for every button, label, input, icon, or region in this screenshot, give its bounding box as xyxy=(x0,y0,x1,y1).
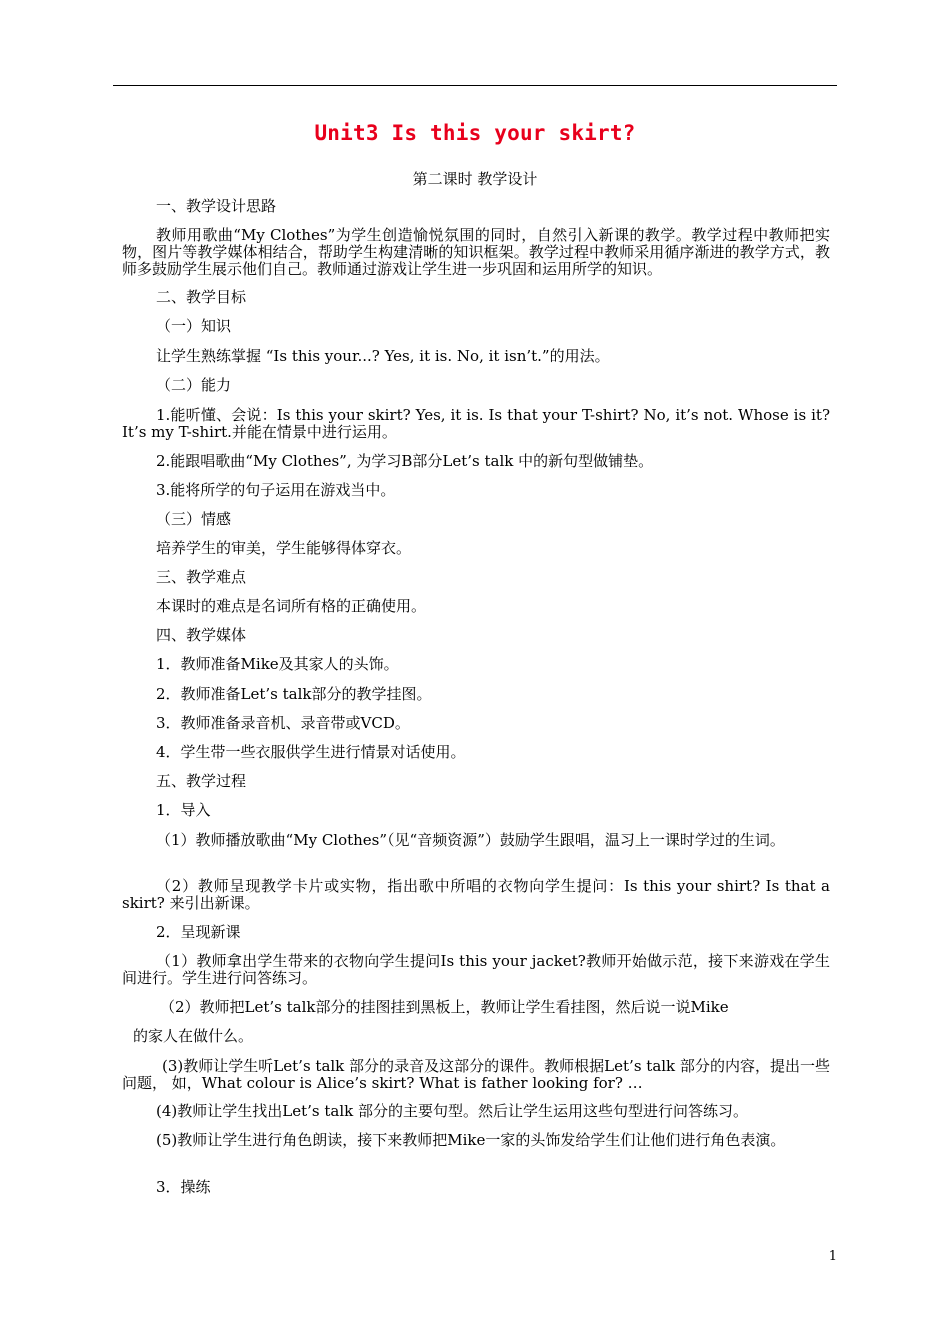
step-2-paragraph-4: (4)教师让学生找出Let’s talk 部分的主要句型。然后让学生运用这些句型进行问答练习。 xyxy=(156,1102,748,1120)
step-1-paragraph-1: （1）教师播放歌曲“My Clothes”（见“音频资源”）鼓励学生跟唱，温习上一课时学过的生词。 xyxy=(156,831,785,849)
ability-item-1: 1.能听懂、会说：Is this your skirt? Yes, it is. Is that your T-shirt? No, it’s not. Whose is it? It’s my T-shirt.并能在情景中进行运用。 xyxy=(122,406,830,441)
document-title: Unit3 Is this your skirt? xyxy=(314,121,636,145)
section-3-body: 本课时的难点是名词所有格的正确使用。 xyxy=(156,597,427,615)
step-2-paragraph-3: (3)教师让学生听Let’s talk 部分的录音及这部分的课件。教师根据Let’s talk 部分的内容，提出一些问题， 如，What colour is Alice’s skirt? What is father looking for? … xyxy=(122,1057,830,1092)
section-heading-1: 一、教学设计思路 xyxy=(156,197,277,215)
emotion-body: 培养学生的审美，学生能够得体穿衣。 xyxy=(156,539,412,557)
step-2-paragraph-5: (5)教师让学生进行角色朗读，接下来教师把Mike一家的头饰发给学生们让他们进行角色表演。 xyxy=(156,1131,786,1149)
page-number: 1 xyxy=(828,1249,837,1264)
ability-item-2: 2.能跟唱歌曲“My Clothes”, 为学习B部分Let’s talk 中的新句型做铺垫。 xyxy=(156,452,654,470)
step-2-paragraph-1: （1）教师拿出学生带来的衣物向学生提问Is this your jacket?教师开始做示范，接下来游戏在学生间进行。学生进行问答练习。 xyxy=(122,952,830,987)
media-item-1: 1．教师准备Mike及其家人的头饰。 xyxy=(156,655,399,673)
header-rule xyxy=(113,85,837,86)
subheading-knowledge: （一）知识 xyxy=(156,317,232,335)
step-1-paragraph-2: （2）教师呈现教学卡片或实物，指出歌中所唱的衣物向学生提问：Is this your shirt? Is that a skirt? 来引出新课。 xyxy=(122,877,830,912)
step-2-paragraph-2-line-1: （2）教师把Let’s talk部分的挂图挂到黑板上，教师让学生看挂图，然后说一说Mike xyxy=(160,998,729,1016)
section-heading-4: 四、教学媒体 xyxy=(156,626,247,644)
document-subtitle: 第二课时 教学设计 xyxy=(412,170,538,188)
step-2-heading: 2．呈现新课 xyxy=(156,923,241,941)
step-2-paragraph-2-line-2: 的家人在做什么。 xyxy=(133,1027,254,1045)
step-3-heading: 3．操练 xyxy=(156,1178,211,1196)
media-item-4: 4．学生带一些衣服供学生进行情景对话使用。 xyxy=(156,743,466,761)
knowledge-body: 让学生熟练掌握 “Is this your...? Yes, it is. No, it isn’t.”的用法。 xyxy=(156,347,610,365)
section-1-body: 教师用歌曲“My Clothes”为学生创造愉悦氛围的同时，自然引入新课的教学。教学过程中教师把实物，图片等教学媒体相结合，帮助学生构建清晰的知识框架。教学过程中教师采用循序渐进的教学方式，教师多鼓励学生展示他们自己。教师通过游戏让学生进一步巩固和运用所学的知识。 xyxy=(122,226,830,278)
media-item-3: 3．教师准备录音机、录音带或VCD。 xyxy=(156,714,410,732)
media-item-2: 2．教师准备Let’s talk部分的教学挂图。 xyxy=(156,685,432,703)
section-heading-5: 五、教学过程 xyxy=(156,772,247,790)
step-1-heading: 1．导入 xyxy=(156,801,211,819)
ability-item-3: 3.能将所学的句子运用在游戏当中。 xyxy=(156,481,396,499)
subheading-ability: （二）能力 xyxy=(156,376,232,394)
subheading-emotion: （三）情感 xyxy=(156,510,232,528)
section-heading-2: 二、教学目标 xyxy=(156,288,247,306)
section-heading-3: 三、教学难点 xyxy=(156,568,247,586)
